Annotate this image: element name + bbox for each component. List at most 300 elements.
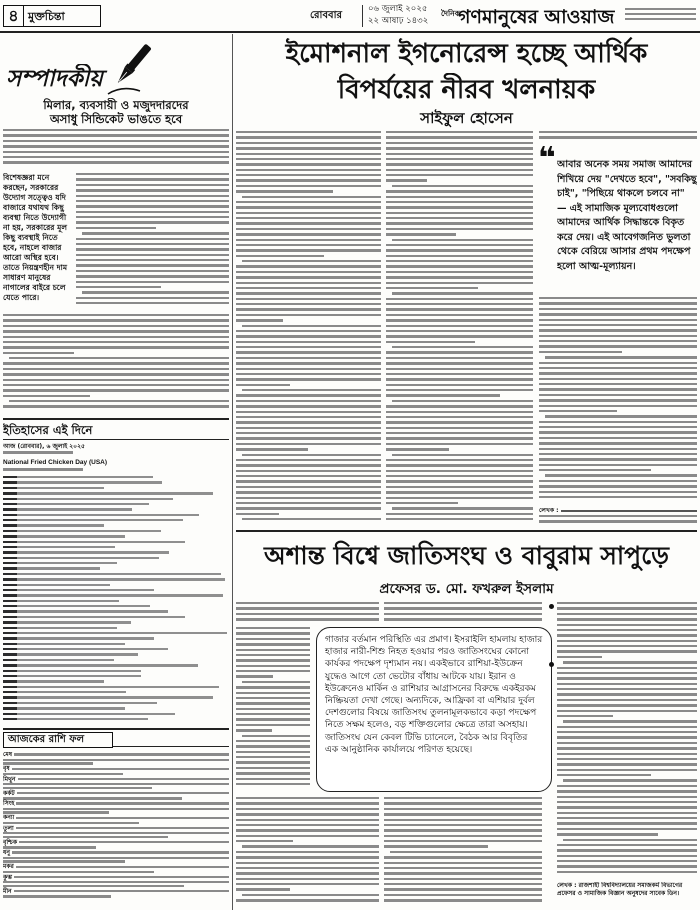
horoscope-sign-name: কন্যা xyxy=(3,814,15,822)
text-line xyxy=(557,860,697,862)
text-line xyxy=(236,346,381,348)
text-line xyxy=(236,405,381,407)
editorial-body xyxy=(3,129,229,172)
text-line xyxy=(384,862,542,864)
text-line xyxy=(386,298,533,300)
text-line xyxy=(236,222,381,224)
editorial-pull-quote: বিশেষজ্ঞরা মনে করছেন, সরকারের উদ্যোগ সত্ত্বেও যদি বাজারে যথাযথ কিছু ব্যবস্থা নিতে উদ্যোগী না হয়, সরকারের মূল কিছু ব্যবস্থাই নিতে হবে, নাহলে বাজার আরো অস্থির হবে। তাতে নিয়ন্ত্রণহীন দাম সাধারণ মানুষের নাগালের বাইরে চলে যেতে পারে। xyxy=(3,173,68,302)
text-line xyxy=(3,822,139,824)
horoscope-entry xyxy=(3,815,229,824)
text-line xyxy=(386,265,533,267)
text-line xyxy=(236,756,310,758)
horoscope-sign-name: বৃশ্চিক xyxy=(3,838,18,846)
text-line xyxy=(557,629,697,631)
text-line xyxy=(236,507,381,509)
editorial-body xyxy=(76,173,229,313)
text-line xyxy=(236,513,279,515)
newspaper-logo: গণমানুষের আওয়াজ xyxy=(458,6,615,28)
text-line xyxy=(384,797,542,799)
text-line xyxy=(3,797,182,799)
article1-column xyxy=(539,297,697,507)
text-line xyxy=(76,248,229,250)
text-line xyxy=(3,151,229,153)
text-line xyxy=(236,862,379,864)
text-line xyxy=(545,415,697,417)
text-line xyxy=(386,325,533,327)
text-line xyxy=(557,726,697,728)
text-line xyxy=(386,405,533,407)
text-line xyxy=(563,720,697,722)
text-line xyxy=(539,394,697,396)
text-line xyxy=(3,832,229,834)
text-line xyxy=(557,710,697,712)
text-line xyxy=(557,602,697,604)
text-line xyxy=(386,486,533,488)
text-line xyxy=(236,702,310,704)
logo-tagline xyxy=(625,8,696,23)
text-line xyxy=(3,373,229,375)
horoscope-sign-name: মীন xyxy=(3,887,12,895)
text-line xyxy=(384,808,542,810)
text-line xyxy=(236,459,381,461)
text-line xyxy=(236,249,381,251)
text-line xyxy=(3,498,173,500)
text-line xyxy=(386,373,533,375)
text-line xyxy=(545,356,697,358)
history-date: আজ (রোববার), ৬ জুলাই ২০২৫ xyxy=(3,443,85,450)
text-line xyxy=(539,372,697,374)
text-line xyxy=(236,654,310,656)
text-line xyxy=(236,169,381,171)
article1-headline-line: বিপর্যয়ের নীরব খলনায়ক xyxy=(337,75,596,105)
article2-column xyxy=(384,797,542,908)
text-line xyxy=(236,142,381,144)
text-line xyxy=(386,330,533,332)
text-line xyxy=(557,607,697,609)
text-line xyxy=(3,871,154,873)
text-line xyxy=(557,796,697,798)
horoscope-entry xyxy=(3,889,229,898)
text-line xyxy=(236,179,381,181)
text-line xyxy=(384,840,542,842)
history-title-rule xyxy=(3,439,229,440)
text-line xyxy=(236,686,310,688)
text-line xyxy=(557,683,697,685)
text-line xyxy=(236,448,308,450)
text-line xyxy=(236,607,379,609)
text-line xyxy=(76,302,229,304)
text-line xyxy=(392,507,533,509)
text-line xyxy=(386,282,533,284)
text-line xyxy=(539,485,697,487)
text-line xyxy=(539,383,697,385)
text-line xyxy=(236,373,381,375)
text-line xyxy=(3,129,229,131)
text-line xyxy=(236,265,381,267)
text-line xyxy=(236,233,381,235)
text-line xyxy=(386,303,533,305)
text-line xyxy=(76,254,229,256)
text-line xyxy=(386,163,533,165)
text-line xyxy=(236,888,290,890)
horoscope-sign-name: সিংহ xyxy=(3,800,15,807)
text-line xyxy=(236,228,381,230)
text-line xyxy=(236,314,381,316)
text-line xyxy=(236,206,381,208)
text-line xyxy=(386,437,533,439)
text-line xyxy=(236,649,310,651)
text-line xyxy=(386,201,533,203)
text-line xyxy=(384,845,488,847)
text-line xyxy=(386,212,533,214)
text-line xyxy=(3,637,154,639)
text-line xyxy=(236,675,273,677)
text-line xyxy=(384,824,542,826)
text-line xyxy=(539,442,697,444)
text-line xyxy=(386,222,533,224)
text-line xyxy=(386,314,533,316)
horoscope-entry xyxy=(3,840,229,849)
text-line xyxy=(3,718,148,720)
text-line xyxy=(539,437,697,439)
history-title: ইতিহাসের এই দিনে xyxy=(3,423,93,437)
text-line xyxy=(236,282,381,284)
text-line xyxy=(384,883,542,885)
text-line xyxy=(19,841,229,843)
text-line xyxy=(392,454,533,456)
text-line xyxy=(236,613,379,615)
article2-boxed-excerpt: গাজার বর্তমান পরিস্থিতি এর প্রমাণ। ইসরাইলি হামলায় হাজার হাজার নারী-শিশু নিহত হওয়ার পরও জাতিসংঘের কোনো কার্যকর পদক্ষেপ দৃশ্যমান নয়। একইভাবে রাশিয়া-ইউক্রেন যুদ্ধেও আগে তো ভেটোর বাঁধায় আটকে যায়। ইরান ও ইউক্রেনেও মার্কিন ও রাশিয়ার আগ্রাসনের বিরুদ্ধে একইরকম নিষ্ক্রিয়তা দেখা গেছে। অন্যদিকে, আফ্রিকা বা এশিয়ার দুর্বল দেশগুলোর বিষয়ে জাতিসংঘ তুলনামূলকভাবে কড়া পদক্ষেপ নিতে সক্ষম হলেও, বড় শক্তিগুলোর ক্ষেত্রে তারা অসহায়। জাতিসংঘ যেন কেবল টিভি চ্যানেলে, বৈঠক আর বিবৃতির এক আনুষ্ঠানিক কার্যালয়ে পরিণত হয়েছে। xyxy=(316,627,552,792)
text-line xyxy=(3,787,152,789)
text-line xyxy=(539,491,697,493)
article2-author-note: লেখক : রাজশাহী বিশ্ববিদ্যালয়ের সমাজকর্ম বিভাগের প্রফেসর ও সামাজিক বিজ্ঞান অনুষদের সাবেক ডিন। xyxy=(557,882,683,897)
text-line xyxy=(3,632,227,634)
text-line xyxy=(539,464,697,466)
horoscope-entry xyxy=(3,791,229,800)
text-line xyxy=(236,163,381,165)
text-line xyxy=(16,866,229,868)
text-line xyxy=(386,341,475,343)
text-line xyxy=(76,184,229,186)
text-line xyxy=(539,329,697,331)
text-line xyxy=(384,813,542,815)
text-line xyxy=(236,255,324,257)
text-line xyxy=(3,846,96,848)
text-line xyxy=(539,131,697,133)
text-line xyxy=(557,871,697,873)
text-line xyxy=(3,134,229,136)
text-line xyxy=(557,849,697,851)
text-line xyxy=(386,432,533,434)
horoscope-entry xyxy=(3,850,229,863)
text-line xyxy=(539,319,697,321)
text-line xyxy=(76,275,229,277)
text-line xyxy=(3,341,229,343)
text-line xyxy=(3,524,104,526)
text-line xyxy=(236,778,310,780)
text-line xyxy=(236,824,379,826)
text-line xyxy=(384,856,542,858)
text-line xyxy=(386,368,533,370)
text-line xyxy=(236,416,381,418)
text-line xyxy=(557,613,697,615)
text-line xyxy=(236,502,381,504)
history-label xyxy=(3,468,83,474)
text-line xyxy=(557,855,697,857)
text-line xyxy=(3,808,229,810)
text-line xyxy=(76,297,229,299)
article2-column xyxy=(236,602,379,624)
horoscope-sign-name: বৃষ xyxy=(3,765,10,773)
text-line xyxy=(3,325,229,327)
horoscope-title-rule xyxy=(113,746,229,747)
text-line xyxy=(386,384,533,386)
text-line xyxy=(386,464,533,466)
logo-prefix: দৈনিক xyxy=(441,9,460,18)
text-line xyxy=(76,221,229,223)
text-line xyxy=(557,833,658,835)
horoscope-entry xyxy=(3,766,229,775)
text-line xyxy=(236,421,381,423)
text-line xyxy=(625,13,696,15)
text-line xyxy=(386,475,533,477)
text-line xyxy=(557,790,697,792)
text-line xyxy=(3,643,125,645)
quote-mark-icon: ❝ xyxy=(538,141,556,176)
text-line xyxy=(18,778,229,780)
text-line xyxy=(539,410,617,412)
text-line xyxy=(236,298,381,300)
text-line xyxy=(384,867,542,869)
text-line xyxy=(3,330,229,332)
text-line xyxy=(236,618,379,620)
text-line xyxy=(3,530,161,532)
text-line xyxy=(242,196,381,198)
article1-author: সাইফুল হোসেন xyxy=(420,109,513,127)
text-line xyxy=(386,443,533,445)
horoscope-sign-name: মেষ xyxy=(3,752,13,758)
text-line xyxy=(236,475,381,477)
text-line xyxy=(236,627,310,629)
text-line xyxy=(236,335,381,337)
text-line xyxy=(236,497,381,499)
text-line xyxy=(539,399,697,401)
text-line xyxy=(236,351,381,353)
text-line xyxy=(236,217,381,219)
text-line xyxy=(386,271,533,273)
text-line xyxy=(236,851,379,853)
text-line xyxy=(3,659,114,661)
text-line xyxy=(3,546,115,548)
text-line xyxy=(384,613,542,615)
text-line xyxy=(386,217,533,219)
text-line xyxy=(236,201,381,203)
column-separator xyxy=(232,34,233,910)
text-line xyxy=(386,319,533,321)
text-line xyxy=(236,751,310,753)
date-bangla: ২২ আষাঢ় ১৪৩২ xyxy=(368,16,429,26)
text-line xyxy=(236,378,381,380)
text-line xyxy=(625,8,696,10)
text-line xyxy=(9,357,229,359)
text-line xyxy=(539,324,697,326)
text-line xyxy=(3,680,104,682)
text-line xyxy=(539,351,622,353)
text-line xyxy=(236,708,310,710)
horoscope-sign-name: ধনু xyxy=(3,849,10,856)
bullet-icon xyxy=(549,662,554,667)
text-line xyxy=(17,792,229,794)
text-line xyxy=(236,632,310,634)
horoscope-entry xyxy=(3,752,229,765)
text-line xyxy=(539,480,697,482)
text-line xyxy=(236,670,310,672)
text-line xyxy=(236,437,381,439)
text-line xyxy=(539,367,697,369)
text-line xyxy=(386,131,533,133)
text-line xyxy=(3,567,100,569)
text-line xyxy=(384,602,542,604)
page-number: ৪ xyxy=(4,6,24,26)
text-line xyxy=(3,389,229,391)
text-line xyxy=(242,454,381,456)
text-line xyxy=(386,480,533,482)
text-line xyxy=(236,602,379,604)
text-line xyxy=(236,713,310,715)
text-line xyxy=(386,174,533,176)
text-line xyxy=(236,840,293,842)
history-events-list xyxy=(3,476,229,725)
text-line xyxy=(3,713,175,715)
text-line xyxy=(82,232,229,234)
text-line xyxy=(557,747,697,749)
text-line xyxy=(384,618,542,620)
text-line xyxy=(12,768,229,770)
text-line xyxy=(236,638,310,640)
text-line xyxy=(384,607,542,609)
text-line xyxy=(16,827,229,829)
text-line xyxy=(384,829,542,831)
text-line xyxy=(3,508,132,510)
text-line xyxy=(236,829,379,831)
text-line xyxy=(3,616,185,618)
text-line xyxy=(539,453,697,455)
text-line xyxy=(386,513,533,515)
text-line xyxy=(3,451,73,454)
text-line xyxy=(561,510,697,513)
text-line xyxy=(236,718,310,720)
article1-column xyxy=(386,131,533,526)
bullet-icon xyxy=(549,604,554,609)
text-line xyxy=(384,819,542,821)
text-line xyxy=(3,605,150,607)
text-line xyxy=(3,881,229,883)
text-line xyxy=(236,745,310,747)
text-line xyxy=(3,161,229,163)
text-line xyxy=(3,885,184,887)
text-line xyxy=(3,836,168,838)
text-line xyxy=(3,675,141,677)
text-line xyxy=(392,346,533,348)
text-line xyxy=(76,259,229,261)
text-line xyxy=(236,136,381,138)
horoscope-entry xyxy=(3,826,229,839)
text-line xyxy=(386,491,533,493)
text-line xyxy=(76,200,229,202)
text-line xyxy=(545,474,697,476)
text-line xyxy=(557,656,602,658)
text-line xyxy=(3,578,225,580)
text-line xyxy=(236,427,381,429)
text-line xyxy=(386,470,533,472)
text-line xyxy=(557,693,697,695)
text-line xyxy=(386,196,533,198)
text-line xyxy=(386,394,500,396)
article2-column xyxy=(557,602,697,880)
text-line xyxy=(557,645,697,647)
text-line xyxy=(3,384,229,386)
text-line xyxy=(3,811,109,813)
text-line xyxy=(386,378,533,380)
text-line xyxy=(3,145,229,147)
text-line xyxy=(3,492,213,494)
text-line xyxy=(557,742,697,744)
article2-column xyxy=(236,797,379,908)
text-line xyxy=(76,227,156,229)
text-line xyxy=(3,562,117,564)
text-line xyxy=(386,427,533,429)
text-line xyxy=(236,411,381,413)
text-line xyxy=(539,340,697,342)
text-line xyxy=(539,308,697,310)
text-line xyxy=(539,297,697,299)
text-line xyxy=(3,573,221,575)
horoscope-sign-name: কর্কট xyxy=(3,789,15,797)
text-line xyxy=(386,179,427,181)
weekday: রোববার xyxy=(310,10,342,21)
text-line xyxy=(386,206,533,208)
text-line xyxy=(557,618,697,620)
text-line xyxy=(557,667,697,669)
text-line xyxy=(236,878,379,880)
date-divider xyxy=(362,5,363,27)
text-line xyxy=(236,271,381,273)
text-line xyxy=(557,812,697,814)
article2-headline: অশান্ত বিশ্বে জাতিসংঘ ও বাবুরাম সাপুড়ে xyxy=(263,541,670,570)
text-line xyxy=(3,541,185,543)
text-line xyxy=(3,621,131,623)
text-line xyxy=(557,774,651,776)
text-line xyxy=(386,518,533,520)
text-line xyxy=(392,185,533,187)
text-line xyxy=(386,362,533,364)
text-line xyxy=(236,808,379,810)
text-line xyxy=(236,729,272,731)
editorial-headline-line: মিলার, ব্যবসায়ী ও মজুদদারদের xyxy=(43,98,189,112)
article1-author-note xyxy=(539,508,697,526)
text-line xyxy=(386,389,533,391)
text-line xyxy=(14,890,229,892)
text-line xyxy=(236,692,310,694)
text-line xyxy=(236,797,379,799)
text-line xyxy=(236,740,310,742)
text-line xyxy=(386,497,533,499)
text-line xyxy=(557,785,697,787)
text-line xyxy=(236,394,381,396)
horoscope-sign-name: মকর xyxy=(3,863,14,871)
text-line xyxy=(236,158,381,160)
text-line xyxy=(236,470,381,472)
